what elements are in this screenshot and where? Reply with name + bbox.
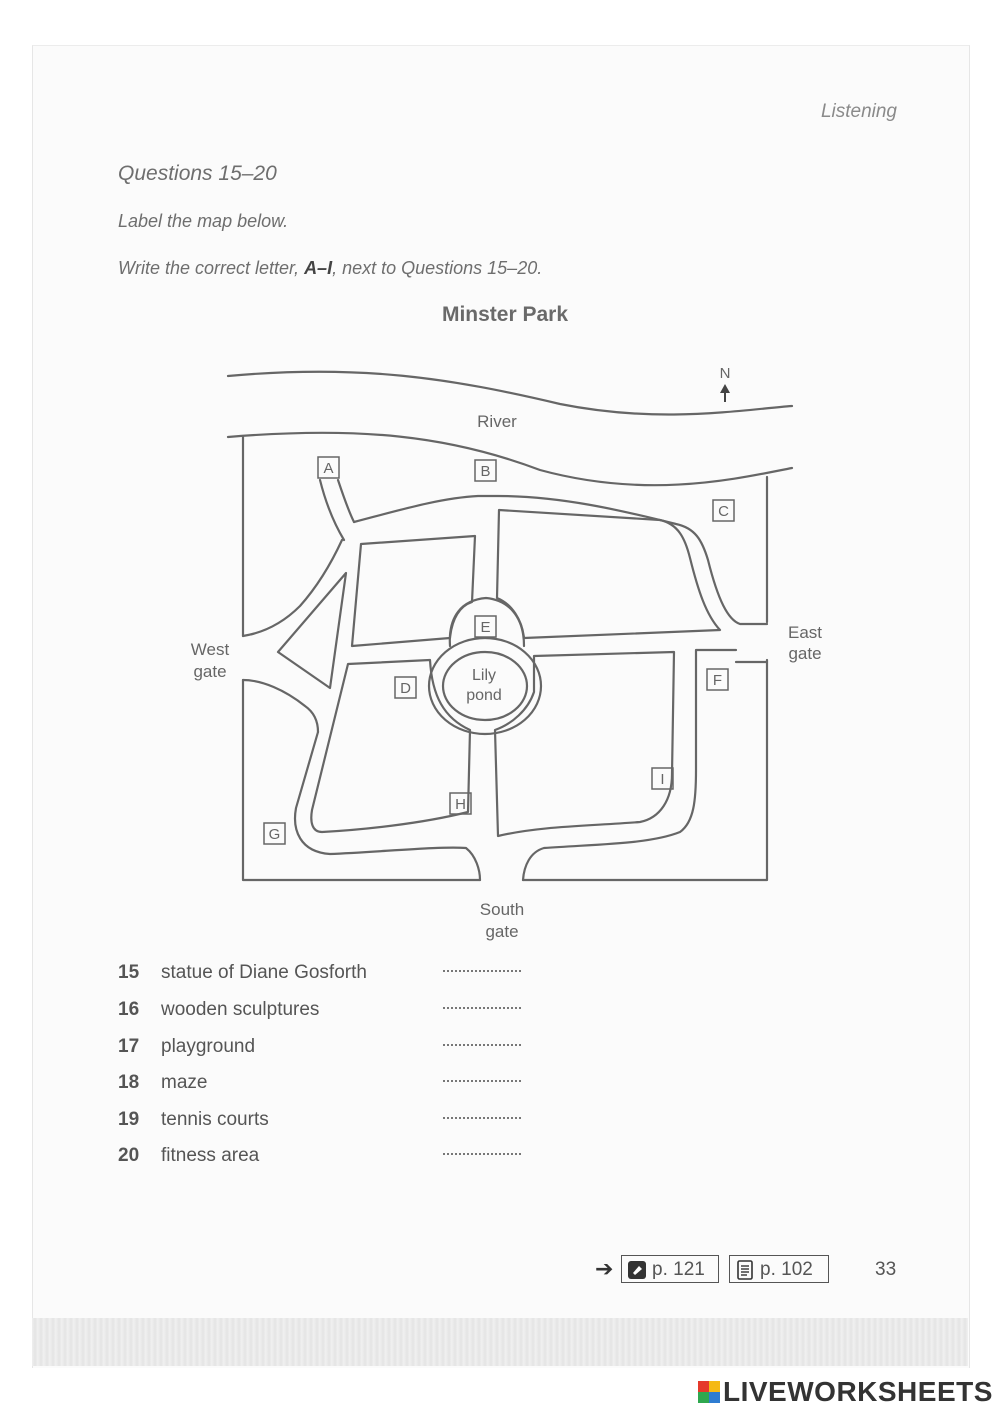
east-gate-label-1: East (787, 623, 823, 642)
question-number: 17 (118, 1036, 140, 1057)
svg-text:D: D (400, 680, 411, 697)
lily-pond (443, 652, 527, 720)
question-text: statue of Diane Gosforth (161, 962, 367, 983)
north-arrow (720, 365, 731, 402)
answer-field[interactable] (443, 1117, 521, 1119)
map-title: Minster Park (441, 303, 569, 326)
reference-1-text: p. 121 (652, 1259, 705, 1280)
map-label-c (713, 500, 734, 521)
block-north-east (497, 510, 720, 638)
reference-2-text: p. 102 (760, 1259, 813, 1280)
tape-icon (627, 1260, 647, 1280)
park-boundary (243, 437, 767, 880)
page-number: 33 (875, 1259, 897, 1280)
west-gate-label-2: gate (193, 662, 227, 681)
section-label: Listening (820, 101, 897, 122)
svg-text:I: I (660, 771, 665, 788)
north-label: N (719, 365, 731, 382)
question-text: wooden sculptures (161, 999, 320, 1020)
map-label-g (264, 823, 285, 844)
reference-box-2 (729, 1255, 829, 1283)
map-label-e (475, 616, 496, 637)
question-number: 19 (118, 1109, 140, 1130)
map-label-b (475, 460, 496, 481)
brand-name: LIVEWORKSHEETS (723, 1376, 993, 1407)
transcript-icon (735, 1260, 755, 1280)
letter-range: A–I (304, 258, 333, 278)
path-south-east-outer (523, 650, 736, 880)
svg-text:C: C (718, 503, 729, 520)
instruction-prefix: Write the correct letter, (118, 258, 305, 278)
reference-box-1 (621, 1255, 719, 1283)
svg-text:B: B (480, 463, 491, 480)
river-north-bank (228, 372, 792, 415)
question-number: 18 (118, 1072, 140, 1093)
block-south-west (311, 660, 470, 832)
scan-edge (32, 1318, 968, 1366)
question-number: 15 (118, 962, 140, 983)
instruction-suffix: , next to Questions 15–20. (332, 258, 543, 278)
south-gate-label-2: gate (485, 922, 519, 941)
svg-text:G: G (268, 826, 281, 843)
map-label-f (707, 669, 728, 690)
instruction-line-1: Label the map below. (118, 211, 289, 231)
answer-field[interactable] (443, 1153, 521, 1155)
question-number: 20 (118, 1145, 140, 1166)
svg-text:F: F (712, 672, 723, 689)
arrow-icon: ➔ (595, 1256, 614, 1281)
map-label-i (652, 768, 673, 789)
answer-field[interactable] (443, 1007, 521, 1009)
block-north-west (352, 536, 475, 646)
liveworksheets-brand (698, 1377, 993, 1407)
answer-field[interactable] (443, 1080, 521, 1082)
pond-label-1: Lily (471, 667, 497, 684)
river-south-bank (228, 433, 792, 485)
map-label-d (395, 677, 416, 698)
question-text: playground (161, 1036, 256, 1057)
river-label: River (477, 412, 517, 431)
svg-text:E: E (480, 619, 491, 636)
question-text: maze (161, 1072, 208, 1093)
path-a (320, 480, 354, 540)
questions-heading: Questions 15–20 (118, 162, 277, 185)
liveworksheets-logo-icon (698, 1381, 720, 1403)
answer-field[interactable] (443, 970, 521, 972)
south-gate-label-1: South (479, 900, 525, 919)
answer-field[interactable] (443, 1044, 521, 1046)
block-south-east (495, 652, 674, 836)
path-south-west-outer (295, 732, 480, 880)
map-label-a (318, 457, 339, 478)
svg-text:H: H (455, 796, 466, 813)
question-text: tennis courts (161, 1109, 269, 1130)
pond-label-2: pond (466, 687, 502, 704)
question-number: 16 (118, 999, 140, 1020)
svg-text:A: A (323, 460, 334, 477)
east-gate-label-2: gate (788, 644, 822, 663)
west-gate-label-1: West (190, 640, 230, 659)
question-text: fitness area (161, 1145, 260, 1166)
